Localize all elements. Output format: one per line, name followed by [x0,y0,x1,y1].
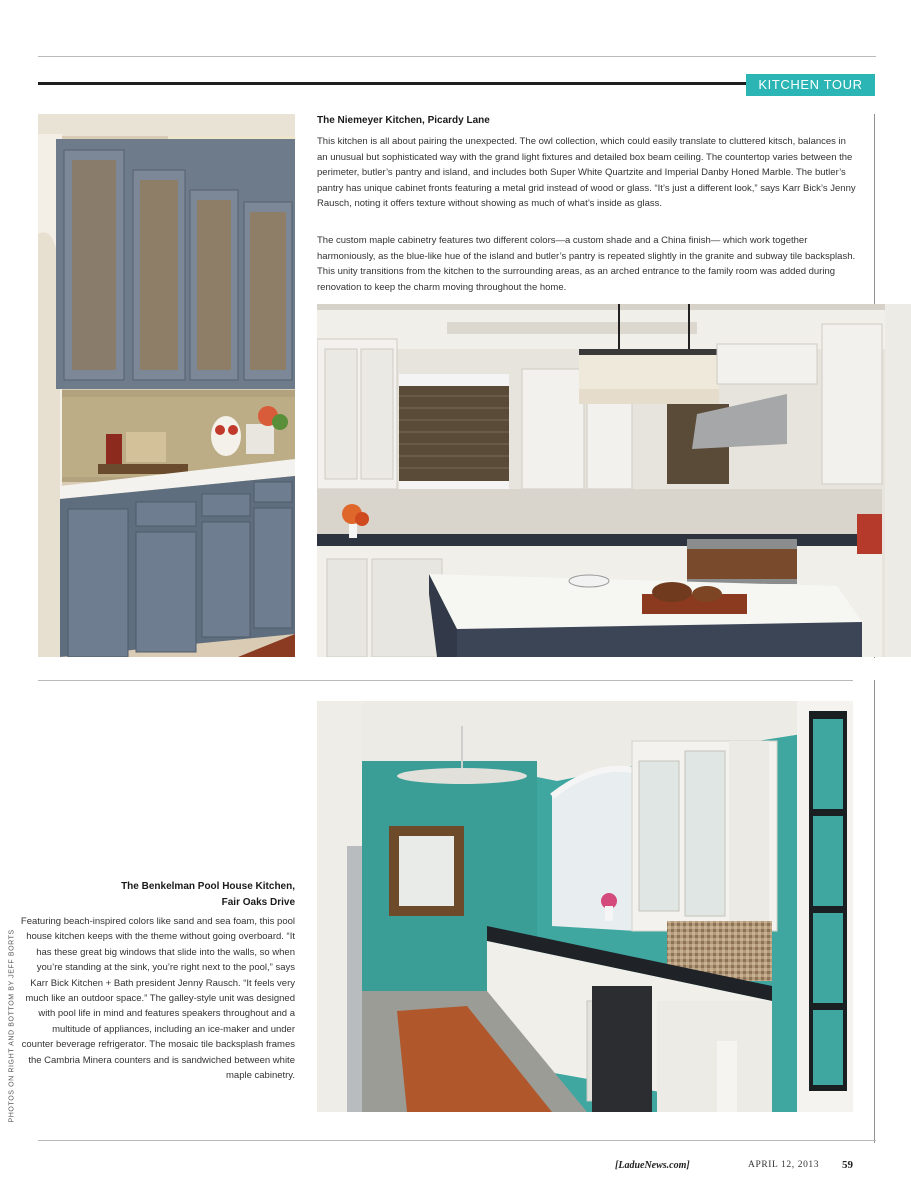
right-vertical-rule-bottom [874,680,875,1143]
butlers-pantry-photo [38,114,295,657]
bottom-rule [38,1140,876,1141]
article2-heading [40,879,295,911]
section-tag: KITCHEN TOUR [746,74,875,96]
footer-date: APRIL 12, 2013 [748,1160,820,1170]
header-rule [38,82,750,85]
article2-heading-line1: The Benkelman Pool House Kitchen, [121,881,295,892]
page-number: 59 [842,1159,853,1171]
article1-paragraph1: This kitchen is all about pairing the unexpected. The owl collection, which could easily translate to cluttered kitsch, balances in an unusual but sophisticated way with the grand light fixtures and detailed box beam ceiling. The countertop varies between the perimeter, butler’s pantry and island, and includes both Super White Quartzite and Imperial Danby Honed Marble. The butler’s pantry has unique cabinet fronts featuring a metal grid instead of wood or glass. “It’s just a different look,” says Karr Bick’s Jenny Rausch, noting it offers texture without showing as much of what’s inside as glass. [317,136,856,209]
article2-paragraph: Featuring beach-inspired colors like sand and sea foam, this pool house kitchen keeps with the theme without going overboard. “It has these great big windows that slide into the walls, so when you’re standing at the sink, you’re right next to the pool,” says Karr Bick Kitchen + Bath president Jenny Rausch. “It feels very much like an outdoor space.” The galley-style unit was designed with pool life in mind and features speakers throughout and a multitude of appliances, including an ice-maker and under counter beverage refrigerator. The mosaic tile backsplash frames the Cambria Minera counters and is sandwiched between white maple cabinetry. [20,916,295,1082]
main-kitchen-photo [317,304,911,657]
top-rule [38,56,876,57]
article2-heading-line2: Fair Oaks Drive [221,897,295,908]
article1-heading: The Niemeyer Kitchen, Picardy Lane [317,115,490,126]
pool-house-kitchen-photo [317,701,853,1112]
footer-site: [LadueNews.com] [615,1160,690,1171]
article1-paragraph2: The custom maple cabinetry features two different colors—a custom shade and a China finish— which work together harmoniously, as the blue-like hue of the island and butler’s pantry is repeated slightly in the granite and subway tile backsplash. This unity transitions from the kitchen to the surrounding areas, as an arched entrance to the family room was added during renovation to keep the charm moving throughout the home. [317,235,856,293]
middle-rule [38,680,853,681]
photo-credit: PHOTOS ON RIGHT AND BOTTOM BY JEFF BORTS [8,929,16,1123]
